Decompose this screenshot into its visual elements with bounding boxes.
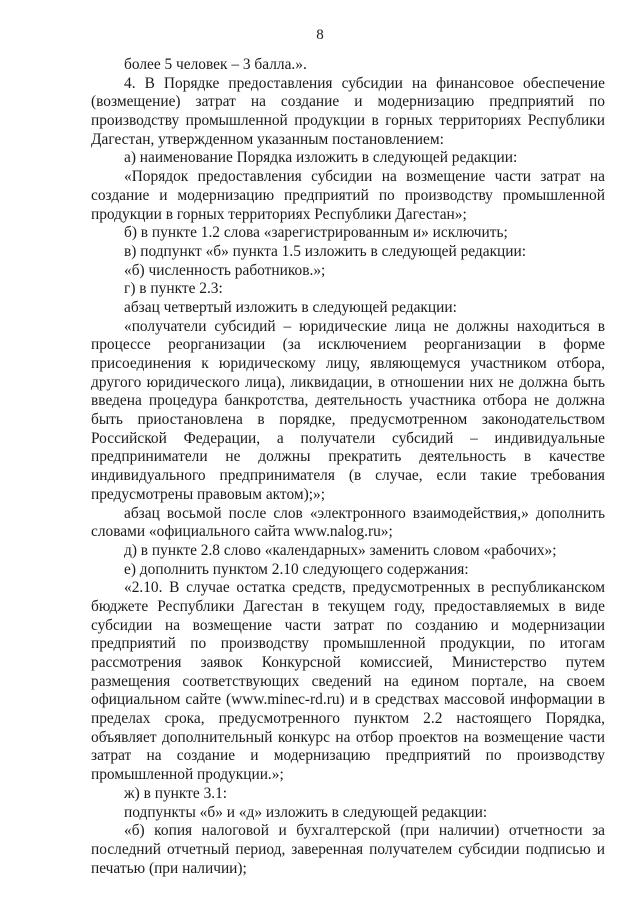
text-line: предприниматели не должны прекратить деятельность в качестве bbox=[91, 448, 605, 466]
text-line: предприятий по производству промышленной продукции, по итогам bbox=[91, 635, 605, 653]
text-line: быть приостановлена в порядке, предусмотренном законодательством bbox=[91, 411, 605, 429]
text-line: «б) численность работников.»; bbox=[124, 261, 326, 279]
text-line: объявляет дополнительный конкурс на отбор проектов на возмещение части bbox=[91, 728, 605, 746]
text-line: бюджете Республики Дагестан в текущем году, предоставляемых в виде bbox=[91, 597, 605, 615]
text-line: процессе реорганизации (за исключением реорганизации в форме bbox=[91, 336, 605, 354]
page-number: 8 bbox=[316, 27, 324, 43]
text-line: производству промышленной продукции в горных территориях Республики bbox=[91, 112, 605, 130]
text-line: «Порядок предоставления субсидии на возмещение части затрат на bbox=[124, 168, 605, 186]
text-line: другого юридического лица), ликвидации, в отношении них не должна быть bbox=[91, 373, 605, 391]
text-line: Российской Федерации, а получатели субсидий – индивидуальные bbox=[91, 429, 605, 447]
text-line: 4. В Порядке предоставления субсидии на финансовое обеспечение bbox=[124, 74, 605, 92]
text-line: рассмотрения заявок Конкурсной комиссией, Министерство путем bbox=[91, 654, 605, 671]
text-line: словами «официального сайта www.nalog.ru»; bbox=[91, 523, 393, 541]
text-line: создание и модернизацию предприятий по производству промышленной bbox=[91, 186, 605, 204]
text-line: индивидуального предпринимателя (в случае, если такие требования bbox=[91, 467, 605, 485]
text-line: д) в пункте 2.8 слово «календарных» заменить словом «рабочих»; bbox=[124, 541, 557, 559]
text-line: «получатели субсидий – юридические лица не должны находиться в bbox=[124, 317, 605, 335]
text-line: а) наименование Порядка изложить в следующей редакции: bbox=[124, 149, 518, 167]
text-line: предусмотрены правовым актом);»; bbox=[91, 485, 325, 503]
text-line: «б) копия налоговой и бухгалтерской (при наличии) отчетности за bbox=[124, 822, 605, 840]
text-line: «2.10. В случае остатка средств, предусмотренных в республиканском bbox=[124, 579, 605, 597]
text-line: последний отчетный период, заверенная получателем субсидии подписью и bbox=[91, 840, 605, 858]
text-line: затрат на создание и модернизацию предприятий по производству bbox=[91, 747, 605, 765]
text-line: б) в пункте 1.2 слова «зарегистрированным и» исключить; bbox=[124, 224, 508, 242]
text-line: печатью (при наличии); bbox=[91, 859, 247, 877]
text-line: е) дополнить пунктом 2.10 следующего содержания: bbox=[124, 560, 469, 578]
text-line: абзац восьмой после слов «электронного взаимодействия,» дополнить bbox=[124, 504, 605, 522]
text-line: введена процедура банкротства, деятельность участника отбора не должна bbox=[91, 392, 605, 410]
text-line: г) в пункте 2.3: bbox=[124, 280, 223, 298]
text-line: субсидии на возмещение части затрат по созданию и модернизации bbox=[91, 616, 605, 634]
text-line: официальном сайте (www.minec-rd.ru) и в средствах массовой информации в bbox=[91, 691, 605, 709]
text-line: размещения соответствующих сведений на едином портале, на своем bbox=[91, 672, 605, 690]
text-line: в) подпункт «б» пункта 1.5 изложить в следующей редакции: bbox=[124, 242, 527, 260]
text-line: промышленной продукции.»; bbox=[91, 766, 284, 784]
document-body bbox=[91, 56, 605, 878]
text-line: подпункты «б» и «д» изложить в следующей редакции: bbox=[124, 803, 488, 821]
text-line: абзац четвертый изложить в следующей редакции: bbox=[124, 298, 457, 316]
text-line: ж) в пункте 3.1: bbox=[124, 784, 228, 802]
text-line: пределах срока, предусмотренного пунктом 2.2 настоящего Порядка, bbox=[91, 710, 605, 728]
text-line: более 5 человек – 3 балла.». bbox=[124, 56, 307, 73]
text-line: присоединения к юридическому лицу, являющемуся участником отбора, bbox=[91, 355, 605, 372]
text-line: Дагестан, утвержденном указанным постановлением: bbox=[91, 130, 444, 148]
text-line: (возмещение) затрат на создание и модернизацию предприятий по bbox=[91, 93, 605, 111]
text-line: продукции в горных территориях Республики Дагестан»; bbox=[91, 205, 467, 223]
